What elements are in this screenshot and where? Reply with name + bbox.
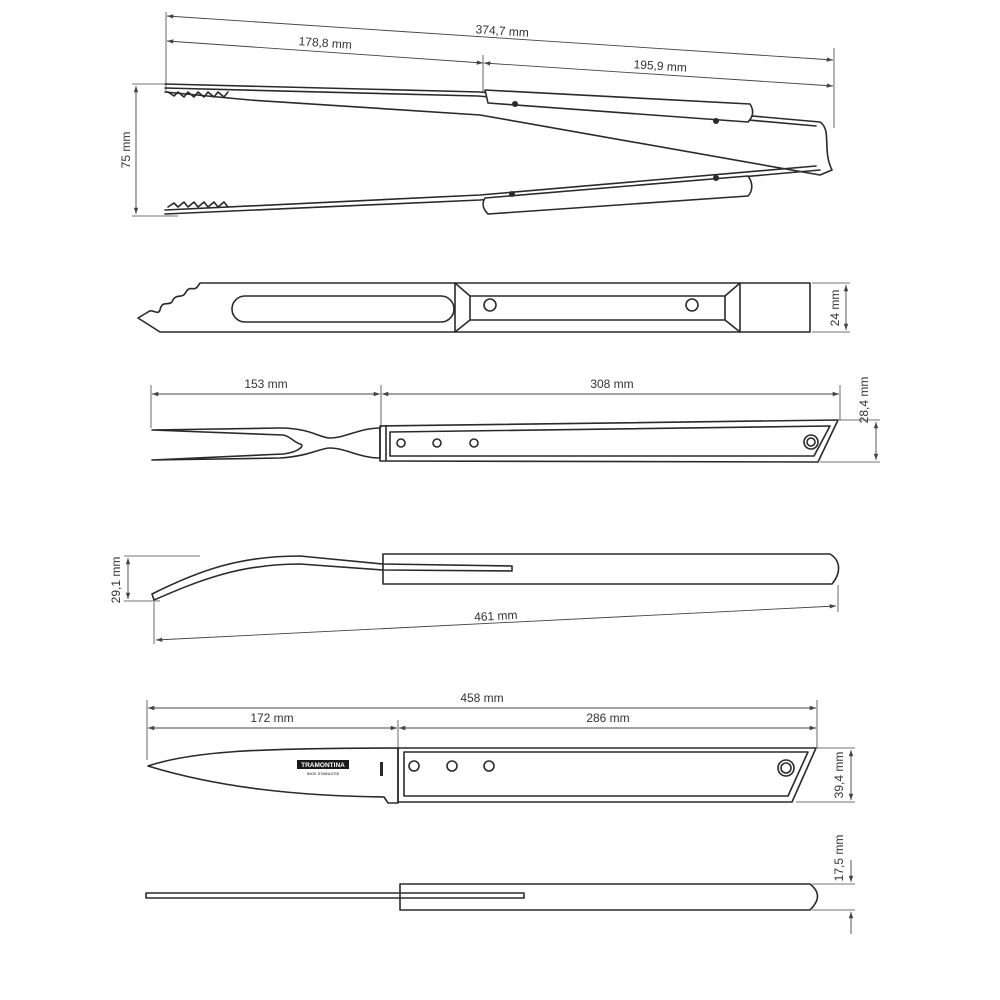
tongs-top-view xyxy=(138,283,850,332)
fork-handle-length-label: 308 mm xyxy=(590,377,634,391)
knife-side-view xyxy=(147,691,855,803)
knife-top-blade xyxy=(146,893,524,898)
knife-rivet-2 xyxy=(447,761,457,771)
tongs-rivet-1 xyxy=(484,299,496,311)
tongs-width-label: 24 mm xyxy=(828,289,842,327)
knife-brand: TRAMONTINA xyxy=(301,762,345,769)
fork-side-prong xyxy=(152,556,512,600)
knife-top-handle xyxy=(400,884,818,910)
fork-rivet-1 xyxy=(397,439,405,447)
tongs-upper-handle xyxy=(485,90,753,122)
tongs-top-body xyxy=(138,283,810,332)
knife-blade-length-label: 172 mm xyxy=(250,711,294,725)
fork-rivet-2 xyxy=(433,439,441,447)
tongs-lower-teeth xyxy=(168,202,228,207)
fork-top-view xyxy=(151,377,880,462)
knife-handle xyxy=(398,748,816,802)
fork-side-view xyxy=(109,554,839,644)
tongs-height-label: 75 mm xyxy=(119,131,133,169)
knife-thickness-label: 17,5 mm xyxy=(832,834,846,882)
fork-width-label: 28,4 mm xyxy=(857,376,871,424)
fork-side-handle xyxy=(383,554,839,584)
knife-rivet-1 xyxy=(409,761,419,771)
knife-brand-sub: INOX STAINLESS xyxy=(306,771,340,776)
fork-prong-length-label: 153 mm xyxy=(244,377,288,391)
fork-rivet-3 xyxy=(470,439,478,447)
tongs-lower-handle xyxy=(483,176,752,214)
knife-rivet-3 xyxy=(484,761,494,771)
fork-curve-height-label: 29,1 mm xyxy=(109,556,123,604)
tongs-top-slot xyxy=(232,296,454,322)
tongs-total-length-label: 374,7 mm xyxy=(475,22,530,40)
tongs-rivet-2 xyxy=(686,299,698,311)
tongs-side-view xyxy=(119,12,834,216)
tongs-tip-length-label: 178,8 mm xyxy=(298,34,353,52)
knife-blade xyxy=(148,748,398,803)
tongs-handle-length-label: 195,9 mm xyxy=(633,57,688,75)
knife-height-label: 39,4 mm xyxy=(832,751,846,799)
fork-hang-hole xyxy=(804,435,818,449)
knife-handle-length-label: 286 mm xyxy=(586,711,630,725)
tongs-total-length-line xyxy=(167,16,833,60)
knife-total-length-label: 458 mm xyxy=(460,691,504,705)
fork-prongs xyxy=(152,428,380,460)
knife-top-view xyxy=(146,835,855,934)
fork-total-length-label: 461 mm xyxy=(473,607,518,625)
